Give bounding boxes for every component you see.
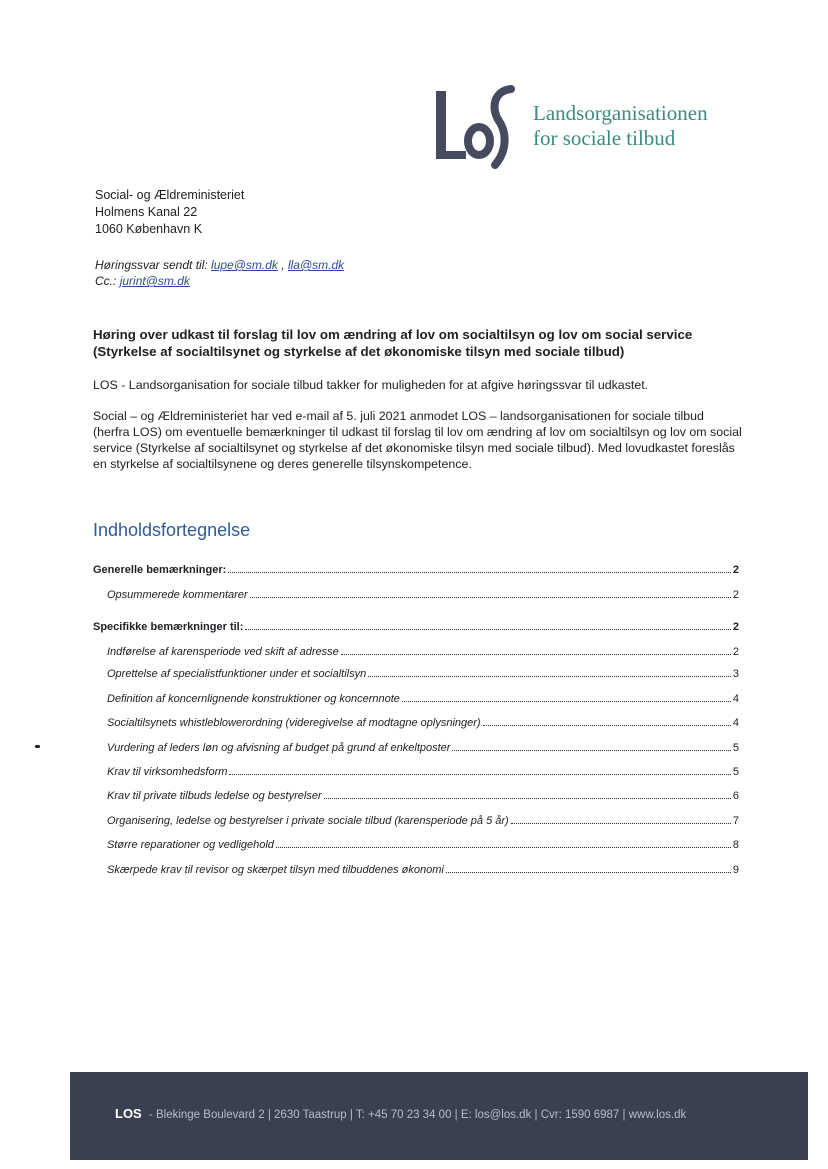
toc-entry-page: 5 [732, 766, 739, 778]
toc-entry[interactable] [93, 620, 739, 636]
toc-leader-dots [452, 741, 730, 751]
toc-entry[interactable] [93, 692, 739, 708]
los-logo [433, 85, 733, 170]
toc-entry[interactable] [93, 789, 739, 805]
toc-entry[interactable] [93, 667, 739, 683]
toc-entry-page: 9 [732, 864, 739, 876]
toc-entry-page: 8 [732, 839, 739, 851]
toc-leader-dots [483, 716, 731, 726]
body-paragraph: Social – og Ældreministeriet har ved e-mail af 5. juli 2021 anmodet LOS – landsorganisationen for sociale tilbud (herfra LOS) om eventuelle bemærkninger til udkast til forslag til lov om ændring af lov om socialtilsyn og lov om social service (Styrkelse af socialtilsynet og styrkelse af det økonomiske tilsyn med sociale tilbud). Med lovudkastet foreslås en styrkelse af socialtilsynene og deres generelle tilsynskompetence. [93, 409, 742, 471]
toc-entry-label: Indførelse af karensperiode ved skift af adresse [107, 646, 339, 658]
toc-leader-dots [368, 667, 731, 677]
sent-to-label: Høringssvar sendt til: [95, 258, 208, 272]
toc-leader-dots [324, 789, 731, 799]
toc-entry-label: Oprettelse af specialistfunktioner under et socialtilsyn [107, 668, 367, 680]
toc-leader-dots [511, 814, 731, 824]
intro-paragraph: LOS - Landsorganisation for sociale tilbud takker for muligheden for at afgive høringssvar til udkastet. [93, 378, 649, 392]
toc-heading: Indholdsfortegnelse [93, 520, 251, 540]
toc-entry-page: 2 [732, 564, 739, 576]
toc-leader-dots [229, 765, 730, 775]
toc-entry[interactable] [93, 741, 739, 757]
document-title: Høring over udkast til forslag til lov om ændring af lov om socialtilsyn og lov om social service (Styrkelse af socialtilsynet og styrkelse af det økonomiske tilsyn med sociale tilbud) [93, 327, 693, 359]
footer-brand: LOS [115, 1106, 142, 1121]
logo-wordmark [533, 101, 708, 151]
toc-entry-page: 2 [732, 621, 739, 633]
toc-leader-dots [341, 645, 731, 655]
toc-entry-page: 6 [732, 790, 739, 802]
toc-entry[interactable] [93, 716, 739, 732]
toc-entry-label: Specifikke bemærkninger til: [93, 621, 244, 633]
toc-entry-label: Socialtilsynets whistleblowerordning (videregivelse af modtagne oplysninger) [107, 717, 481, 729]
email-separator: , [281, 258, 285, 272]
toc-leader-dots [402, 692, 731, 702]
cc-email-link[interactable]: jurint@sm.dk [119, 274, 190, 288]
toc-entry-page: 3 [732, 668, 739, 680]
toc-entry-label: Organisering, ledelse og bestyrelser i private sociale tilbud (karensperiode på 5 år) [107, 815, 509, 827]
toc-entry-label: Generelle bemærkninger: [93, 564, 227, 576]
toc-entry-label: Større reparationer og vedligehold [107, 839, 274, 851]
toc-entry-label: Krav til private tilbuds ledelse og bestyrelser [107, 790, 322, 802]
toc-entry[interactable] [93, 588, 739, 604]
toc-entry-page: 5 [732, 742, 739, 754]
footer-contact: - Blekinge Boulevard 2 | 2630 Taastrup | T: +45 70 23 34 00 | E: los@los.dk | Cvr: 1590 6987 | www.los.dk [148, 1109, 687, 1121]
toc-entry-label: Definition af koncernlignende konstruktioner og koncernnote [107, 693, 400, 705]
toc-entry[interactable] [93, 765, 739, 781]
address-line: Social- og Ældreministeriet [95, 188, 245, 202]
toc-leader-dots [446, 863, 731, 873]
logo-line-2: for sociale tilbud [533, 126, 676, 150]
toc-entry-label: Vurdering af leders løn og afvisning af budget på grund af enkeltposter [107, 742, 451, 754]
toc-entry[interactable] [93, 814, 739, 830]
toc-leader-dots [250, 588, 731, 598]
address-line: 1060 København K [95, 222, 203, 236]
toc-entry-page: 2 [732, 589, 739, 601]
logo-line-1: Landsorganisationen [533, 101, 708, 125]
toc-leader-dots [276, 838, 731, 848]
toc-entry[interactable] [93, 645, 739, 661]
toc-entry-page: 4 [732, 693, 739, 705]
email-link[interactable]: lla@sm.dk [287, 258, 345, 272]
toc-entry[interactable] [93, 838, 739, 854]
toc-leader-dots [228, 563, 731, 573]
toc-entry[interactable] [93, 563, 739, 579]
recipient-address [95, 187, 244, 238]
cc-label: Cc.: [95, 274, 117, 288]
toc-entry[interactable] [93, 863, 739, 879]
toc-entry-page: 7 [732, 815, 739, 827]
address-line: Holmens Kanal 22 [95, 205, 198, 219]
footer-text [115, 1106, 686, 1121]
toc-leader-dots [245, 620, 730, 630]
footer-bar [70, 1072, 808, 1160]
email-link[interactable]: lupe@sm.dk [211, 258, 278, 272]
toc-entry-label: Krav til virksomhedsform [107, 766, 228, 778]
recipients-block [95, 257, 344, 289]
los-logo-mark-icon [433, 85, 515, 169]
scan-mark [35, 745, 40, 748]
toc-entry-page: 4 [732, 717, 739, 729]
toc-entry-label: Opsummerede kommentarer [107, 589, 248, 601]
toc-entry-label: Skærpede krav til revisor og skærpet tilsyn med tilbuddenes økonomi [107, 864, 444, 876]
toc-entry-page: 2 [732, 646, 739, 658]
